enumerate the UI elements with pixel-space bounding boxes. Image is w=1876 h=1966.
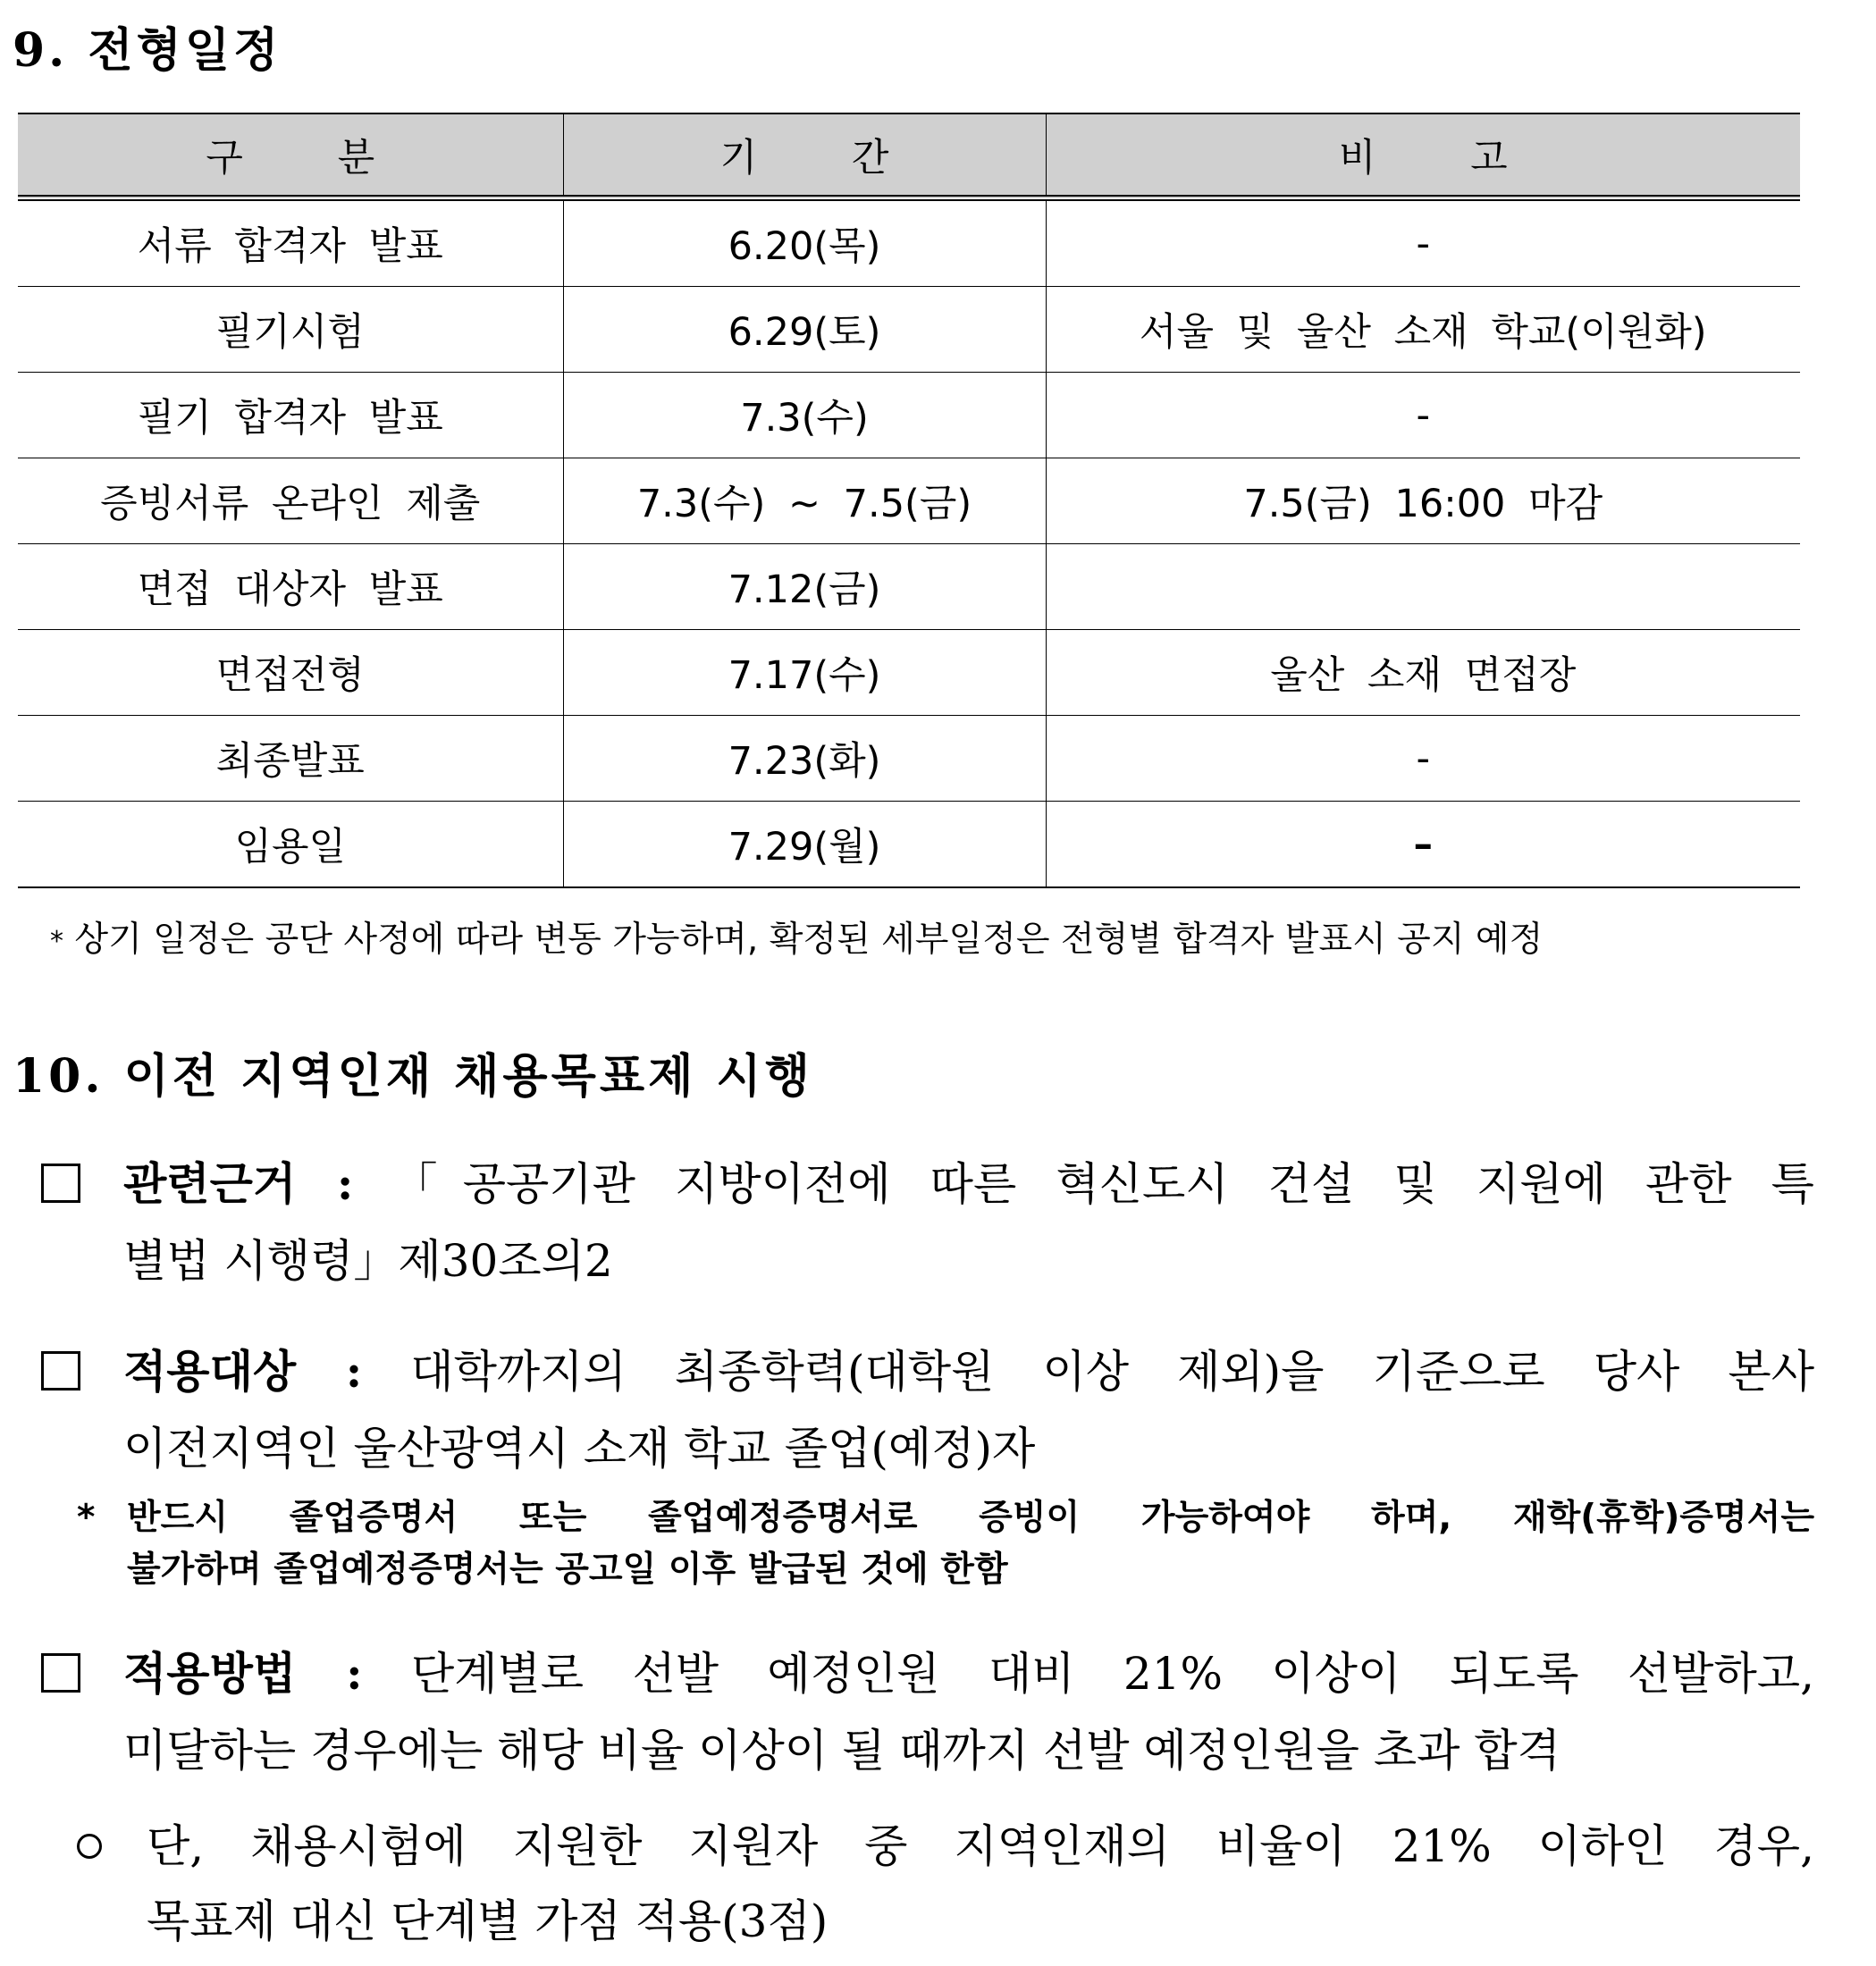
- cell-category: 면접 대상자 발표: [18, 544, 563, 630]
- item-target: [41, 1333, 1814, 1487]
- item-text-line: 미달하는 경우에는 해당 비율 이상이 될 때까지 선발 예정인원을 초과 합격: [123, 1725, 1561, 1777]
- footnote-asterisk: *: [50, 926, 63, 957]
- table-header-row: [18, 113, 1800, 198]
- cell-period: 7.3(수): [563, 373, 1046, 458]
- cell-remarks: 서울 및 울산 소재 학교(이원화): [1046, 287, 1800, 373]
- table-row: [18, 716, 1800, 802]
- table-row: [18, 373, 1800, 458]
- cell-period: 7.3(수) ~ 7.5(금): [563, 458, 1046, 544]
- cell-category: 필기시험: [18, 287, 563, 373]
- cell-period: 6.20(목): [563, 198, 1046, 287]
- table-row: [18, 458, 1800, 544]
- cell-remarks: -: [1046, 373, 1800, 458]
- cell-remarks: [1046, 544, 1800, 630]
- cell-remarks: –: [1046, 802, 1800, 888]
- cell-period: 7.12(금): [563, 544, 1046, 630]
- subitem-text-line: 단, 채용시험에 지원한 지원자 중 지역인재의 비율이 21% 이하인 경우,: [147, 1820, 1814, 1872]
- cell-category: 증빙서류 온라인 제출: [18, 458, 563, 544]
- cell-category: 면접전형: [18, 630, 563, 716]
- checkbox-square-icon: [41, 1653, 80, 1693]
- table-row: [18, 544, 1800, 630]
- checkbox-square-icon: [41, 1164, 80, 1203]
- footnote-text: 상기 일정은 공단 사정에 따라 변동 가능하며, 확정된 세부일정은 전형별 합격자 발표시 공지 예정: [74, 920, 1544, 960]
- circle-bullet-icon: [77, 1834, 102, 1859]
- item-text-line: 별법 시행령」제30조의2: [123, 1235, 613, 1287]
- cell-category: 필기 합격자 발표: [18, 373, 563, 458]
- section-9-heading: 9. 전형일정: [13, 23, 282, 78]
- table-row: [18, 802, 1800, 888]
- item-legal-basis: [41, 1146, 1814, 1299]
- section-10-heading: 10. 이전 지역인재 채용목표제 시행: [13, 1049, 813, 1104]
- target-subnote: [77, 1492, 1814, 1596]
- schedule-footnote: [50, 912, 1543, 962]
- cell-period: 7.23(화): [563, 716, 1046, 802]
- cell-remarks: 7.5(금) 16:00 마감: [1046, 458, 1800, 544]
- cell-category: 최종발표: [18, 716, 563, 802]
- cell-period: 7.17(수): [563, 630, 1046, 716]
- item-label: 적용대상 :: [123, 1345, 363, 1398]
- item-text-line: 대학까지의 최종학력(대학원 이상 제외)을 기준으로 당사 본사: [410, 1346, 1814, 1398]
- method-subitem: [77, 1809, 1814, 1959]
- cell-category: 임용일: [18, 802, 563, 888]
- item-text-line: 단계별로 선발 예정인원 대비 21% 이상이 되도록 선발하고,: [410, 1648, 1814, 1700]
- subitem-text-line: 목표제 대신 단계별 가점 적용(3점): [147, 1895, 829, 1947]
- column-header-period: 기 간: [563, 113, 1046, 198]
- schedule-table: [18, 113, 1800, 888]
- subnote-text-line: 불가하며 졸업예정증명서는 공고일 이후 발급된 것에 한함: [127, 1550, 1008, 1590]
- cell-category: 서류 합격자 발표: [18, 198, 563, 287]
- item-method: [41, 1635, 1814, 1789]
- cell-period: 6.29(토): [563, 287, 1046, 373]
- cell-remarks: -: [1046, 198, 1800, 287]
- cell-remarks: -: [1046, 716, 1800, 802]
- cell-remarks: 울산 소재 면접장: [1046, 630, 1800, 716]
- subnote-text-line: 반드시 졸업증명서 또는 졸업예정증명서로 증빙이 가능하여야 하며, 재학(휴학)증명서는: [127, 1498, 1814, 1538]
- item-label: 적용방법 :: [123, 1647, 363, 1700]
- table-row: [18, 287, 1800, 373]
- item-text-line: 이전지역인 울산광역시 소재 학교 졸업(예정)자: [123, 1423, 1036, 1474]
- column-header-remarks: 비 고: [1046, 113, 1800, 198]
- cell-period: 7.29(월): [563, 802, 1046, 888]
- table-row: [18, 630, 1800, 716]
- item-label: 관련근거 :: [123, 1157, 354, 1210]
- column-header-category: 구 분: [18, 113, 563, 198]
- table-row: [18, 198, 1800, 287]
- item-text-line: 「공공기관 지방이전에 따른 혁신도시 건설 및 지원에 관한 특: [392, 1158, 1814, 1210]
- checkbox-square-icon: [41, 1351, 80, 1390]
- subnote-asterisk: *: [77, 1498, 96, 1538]
